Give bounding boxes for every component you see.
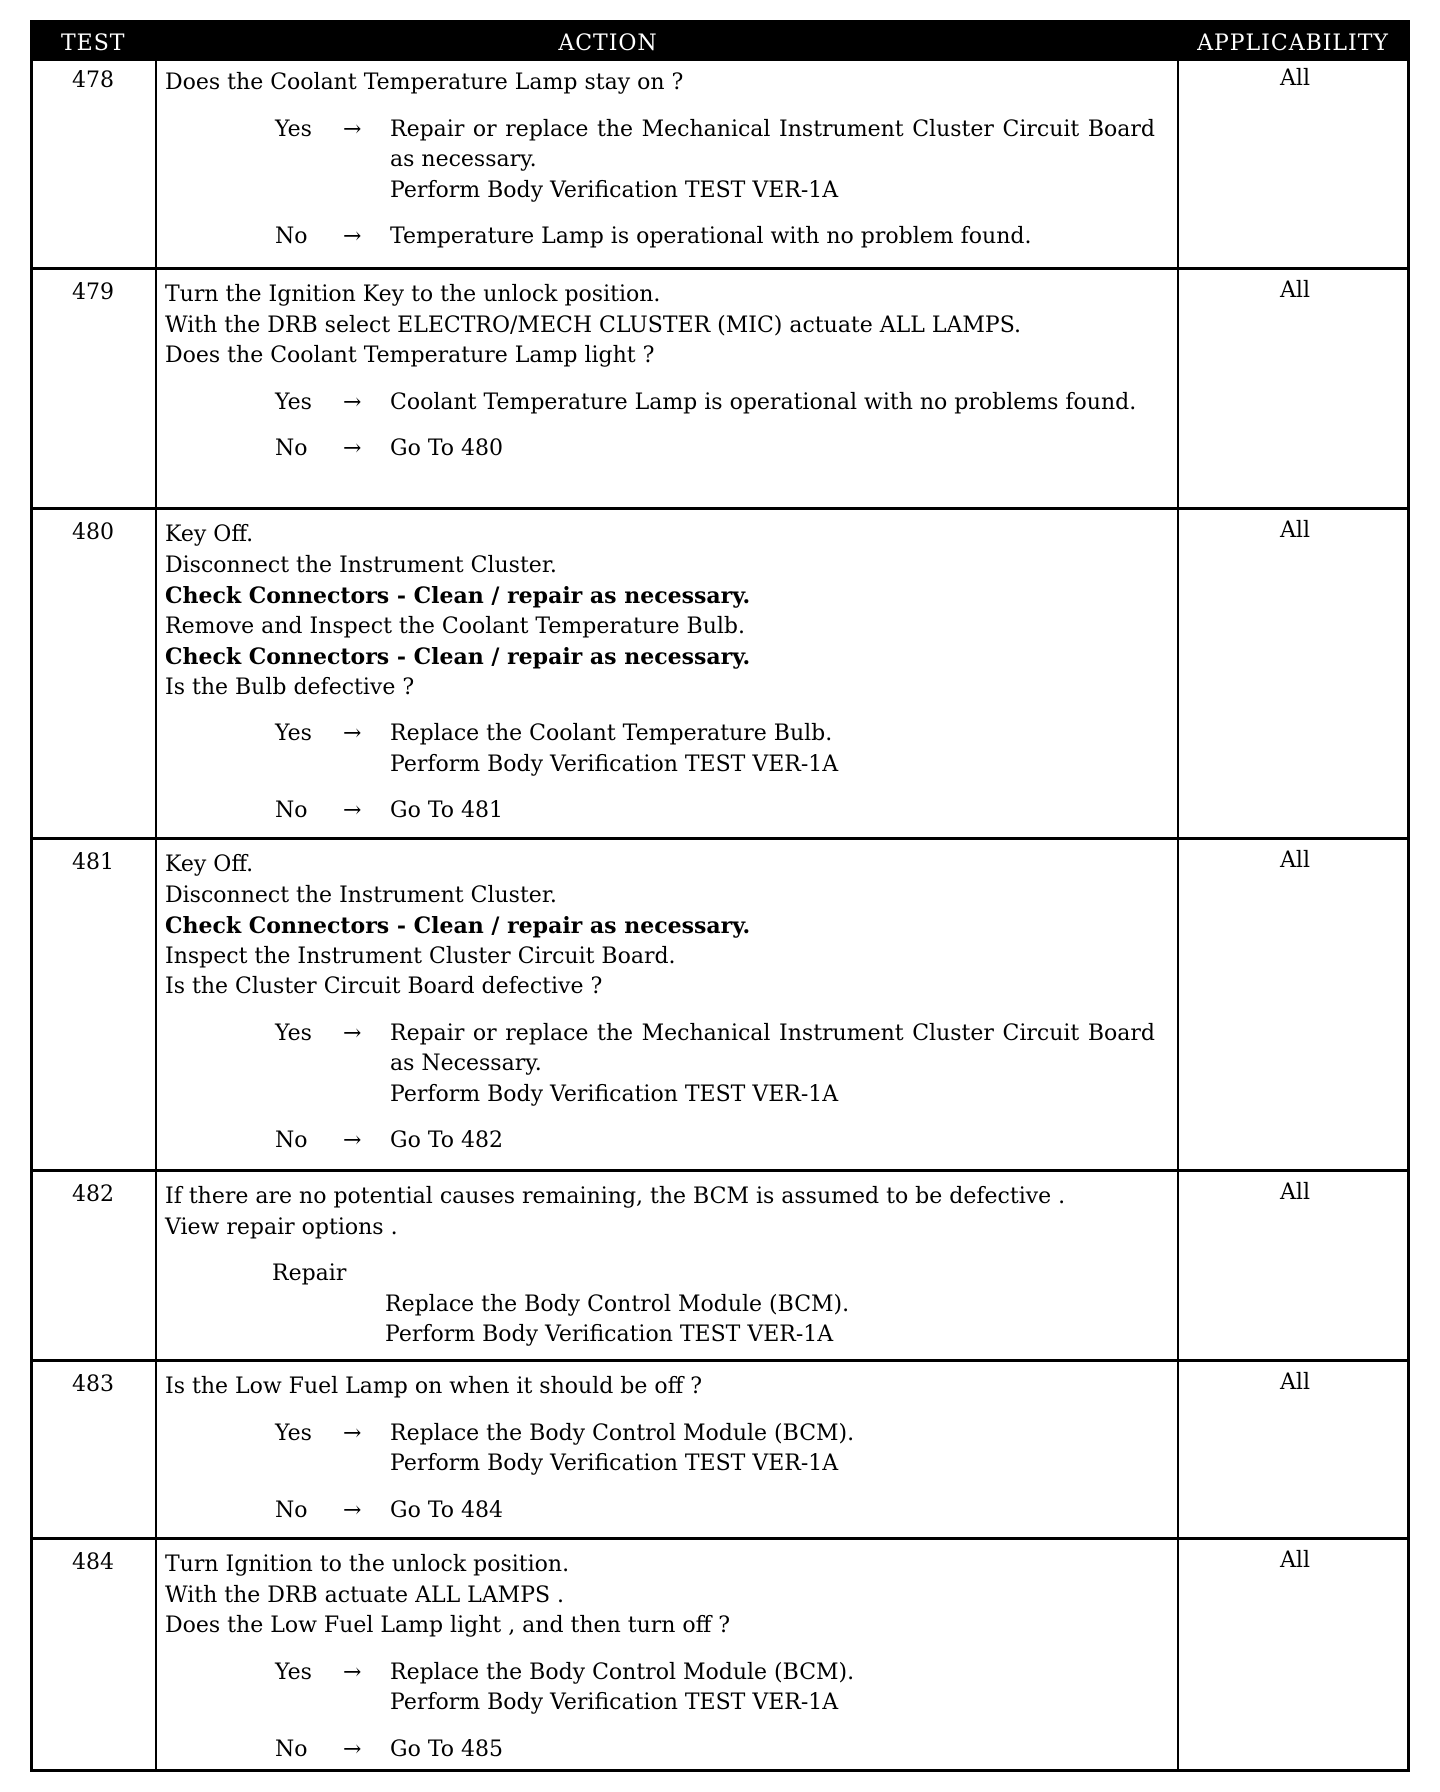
test-number: 480 bbox=[72, 520, 114, 545]
table-header bbox=[30, 20, 1410, 60]
no-label: No bbox=[275, 224, 308, 249]
instruction-bold: Check Connectors - Clean / repair as necessary. bbox=[165, 644, 751, 670]
no-result: Go To 481 bbox=[390, 798, 504, 823]
arrow-icon: → bbox=[343, 798, 362, 823]
arrow-icon: → bbox=[343, 1420, 362, 1446]
instruction-line: If there are no potential causes remaining, the BCM is assumed to be defective . bbox=[165, 1184, 1066, 1209]
table-row bbox=[30, 1540, 1410, 1772]
action-cell bbox=[165, 1182, 1155, 1351]
instruction-line: Key Off. bbox=[165, 522, 254, 547]
table-row bbox=[30, 1172, 1410, 1362]
instruction-bold: Check Connectors - Clean / repair as necessary. bbox=[165, 913, 751, 939]
action-cell bbox=[165, 850, 1155, 1157]
instruction-line: Turn Ignition to the unlock position. bbox=[165, 1552, 570, 1577]
instruction-line: Turn the Ignition Key to the unlock position. bbox=[165, 282, 661, 307]
yes-label: Yes bbox=[275, 1420, 312, 1446]
instruction-line: Is the Bulb defective ? bbox=[165, 674, 415, 700]
no-option bbox=[165, 1496, 1155, 1527]
yes-option bbox=[165, 719, 1155, 780]
action-cell bbox=[165, 1372, 1155, 1526]
no-result: Go To 482 bbox=[390, 1128, 504, 1153]
arrow-icon: → bbox=[343, 389, 362, 415]
test-number: 483 bbox=[72, 1372, 114, 1397]
arrow-icon: → bbox=[343, 1020, 362, 1046]
yes-label: Yes bbox=[275, 1020, 312, 1046]
test-number: 481 bbox=[72, 850, 114, 875]
instruction-line: With the DRB actuate ALL LAMPS . bbox=[165, 1582, 565, 1608]
arrow-icon: → bbox=[343, 436, 362, 461]
applicability-value: All bbox=[1280, 1370, 1310, 1395]
arrow-icon: → bbox=[343, 1128, 362, 1153]
instruction-line: Does the Coolant Temperature Lamp stay on ? bbox=[165, 70, 684, 95]
no-label: No bbox=[275, 1497, 308, 1523]
yes-option bbox=[165, 1658, 1155, 1719]
repair-step: Replace the Body Control Module (BCM). bbox=[385, 1291, 850, 1317]
instruction-line: Disconnect the Instrument Cluster. bbox=[165, 552, 557, 578]
no-label: No bbox=[275, 798, 308, 823]
table-row bbox=[30, 840, 1410, 1172]
yes-result: Perform Body Verification TEST VER-1A bbox=[390, 1451, 839, 1476]
action-cell bbox=[165, 280, 1155, 465]
applicability-value: All bbox=[1280, 1548, 1310, 1573]
yes-label: Yes bbox=[275, 721, 312, 746]
table-row bbox=[30, 510, 1410, 840]
yes-option bbox=[165, 388, 1155, 419]
arrow-icon: → bbox=[343, 1736, 362, 1762]
arrow-icon: → bbox=[343, 116, 362, 142]
instruction-line: Remove and Inspect the Coolant Temperature Bulb. bbox=[165, 613, 745, 639]
applicability-value: All bbox=[1280, 1180, 1310, 1205]
instruction-line: Disconnect the Instrument Cluster. bbox=[165, 882, 557, 908]
yes-result: Replace the Coolant Temperature Bulb. bbox=[390, 721, 833, 746]
applicability-value: All bbox=[1280, 278, 1310, 303]
yes-result: Replace the Body Control Module (BCM). bbox=[390, 1420, 855, 1446]
instruction-line: View repair options . bbox=[165, 1214, 398, 1240]
instruction-line: Does the Coolant Temperature Lamp light ? bbox=[165, 343, 655, 368]
test-number: 478 bbox=[72, 68, 114, 93]
action-cell bbox=[165, 1550, 1155, 1765]
no-option bbox=[165, 222, 1155, 253]
action-cell bbox=[165, 520, 1155, 827]
yes-result: Repair or replace the Mechanical Instrument Cluster Circuit Board as Necessary. bbox=[390, 1020, 1155, 1076]
instruction-line: Does the Low Fuel Lamp light , and then turn off ? bbox=[165, 1613, 731, 1638]
yes-result: Replace the Body Control Module (BCM). bbox=[390, 1659, 855, 1685]
yes-label: Yes bbox=[275, 389, 312, 415]
yes-option bbox=[165, 115, 1155, 207]
no-label: No bbox=[275, 436, 308, 461]
test-number: 482 bbox=[72, 1182, 114, 1207]
no-label: No bbox=[275, 1736, 308, 1762]
yes-option bbox=[165, 1019, 1155, 1111]
no-result: Go To 480 bbox=[390, 436, 504, 461]
yes-option bbox=[165, 1419, 1155, 1480]
arrow-icon: → bbox=[343, 224, 362, 249]
yes-label: Yes bbox=[275, 1659, 312, 1685]
repair-step: Perform Body Verification TEST VER-1A bbox=[385, 1322, 834, 1347]
no-result: Go To 484 bbox=[390, 1497, 504, 1523]
no-result: Go To 485 bbox=[390, 1736, 504, 1762]
arrow-icon: → bbox=[343, 721, 362, 746]
table-row bbox=[30, 58, 1410, 270]
no-option bbox=[165, 434, 1155, 465]
no-option bbox=[165, 796, 1155, 827]
header-test: TEST bbox=[61, 31, 126, 56]
action-cell bbox=[165, 68, 1155, 253]
yes-result: Perform Body Verification TEST VER-1A bbox=[390, 1690, 839, 1715]
no-result: Temperature Lamp is operational with no problem found. bbox=[390, 224, 1032, 249]
instruction-line: Key Off. bbox=[165, 852, 254, 877]
instruction-line: With the DRB select ELECTRO/MECH CLUSTER (MIC) actuate ALL LAMPS. bbox=[165, 312, 1021, 338]
applicability-value: All bbox=[1280, 66, 1310, 91]
yes-result: Perform Body Verification TEST VER-1A bbox=[390, 751, 839, 777]
table-row bbox=[30, 1362, 1410, 1540]
arrow-icon: → bbox=[343, 1497, 362, 1523]
applicability-value: All bbox=[1280, 518, 1310, 543]
header-applicability: APPLICABILITY bbox=[1197, 31, 1389, 56]
test-number: 479 bbox=[72, 280, 114, 305]
yes-result: Perform Body Verification TEST VER-1A bbox=[390, 1081, 839, 1107]
yes-result: Repair or replace the Mechanical Instrument Cluster Circuit Board as necessary. bbox=[390, 116, 1155, 172]
instruction-line: Is the Low Fuel Lamp on when it should be off ? bbox=[165, 1374, 703, 1399]
header-action: ACTION bbox=[558, 31, 658, 56]
no-option bbox=[165, 1126, 1155, 1157]
instruction-line: Inspect the Instrument Cluster Circuit Board. bbox=[165, 943, 676, 969]
repair-label: Repair bbox=[272, 1261, 347, 1286]
diagnostic-table bbox=[30, 20, 1410, 1772]
applicability-value: All bbox=[1280, 848, 1310, 873]
no-option bbox=[165, 1735, 1155, 1766]
test-number: 484 bbox=[72, 1550, 114, 1575]
yes-result: Perform Body Verification TEST VER-1A bbox=[390, 177, 839, 203]
table-row bbox=[30, 270, 1410, 510]
no-label: No bbox=[275, 1128, 308, 1153]
instruction-line: Is the Cluster Circuit Board defective ? bbox=[165, 974, 603, 999]
instruction-bold: Check Connectors - Clean / repair as necessary. bbox=[165, 583, 751, 609]
arrow-icon: → bbox=[343, 1659, 362, 1685]
yes-label: Yes bbox=[275, 116, 312, 142]
yes-result: Coolant Temperature Lamp is operational with no problems found. bbox=[390, 389, 1137, 415]
